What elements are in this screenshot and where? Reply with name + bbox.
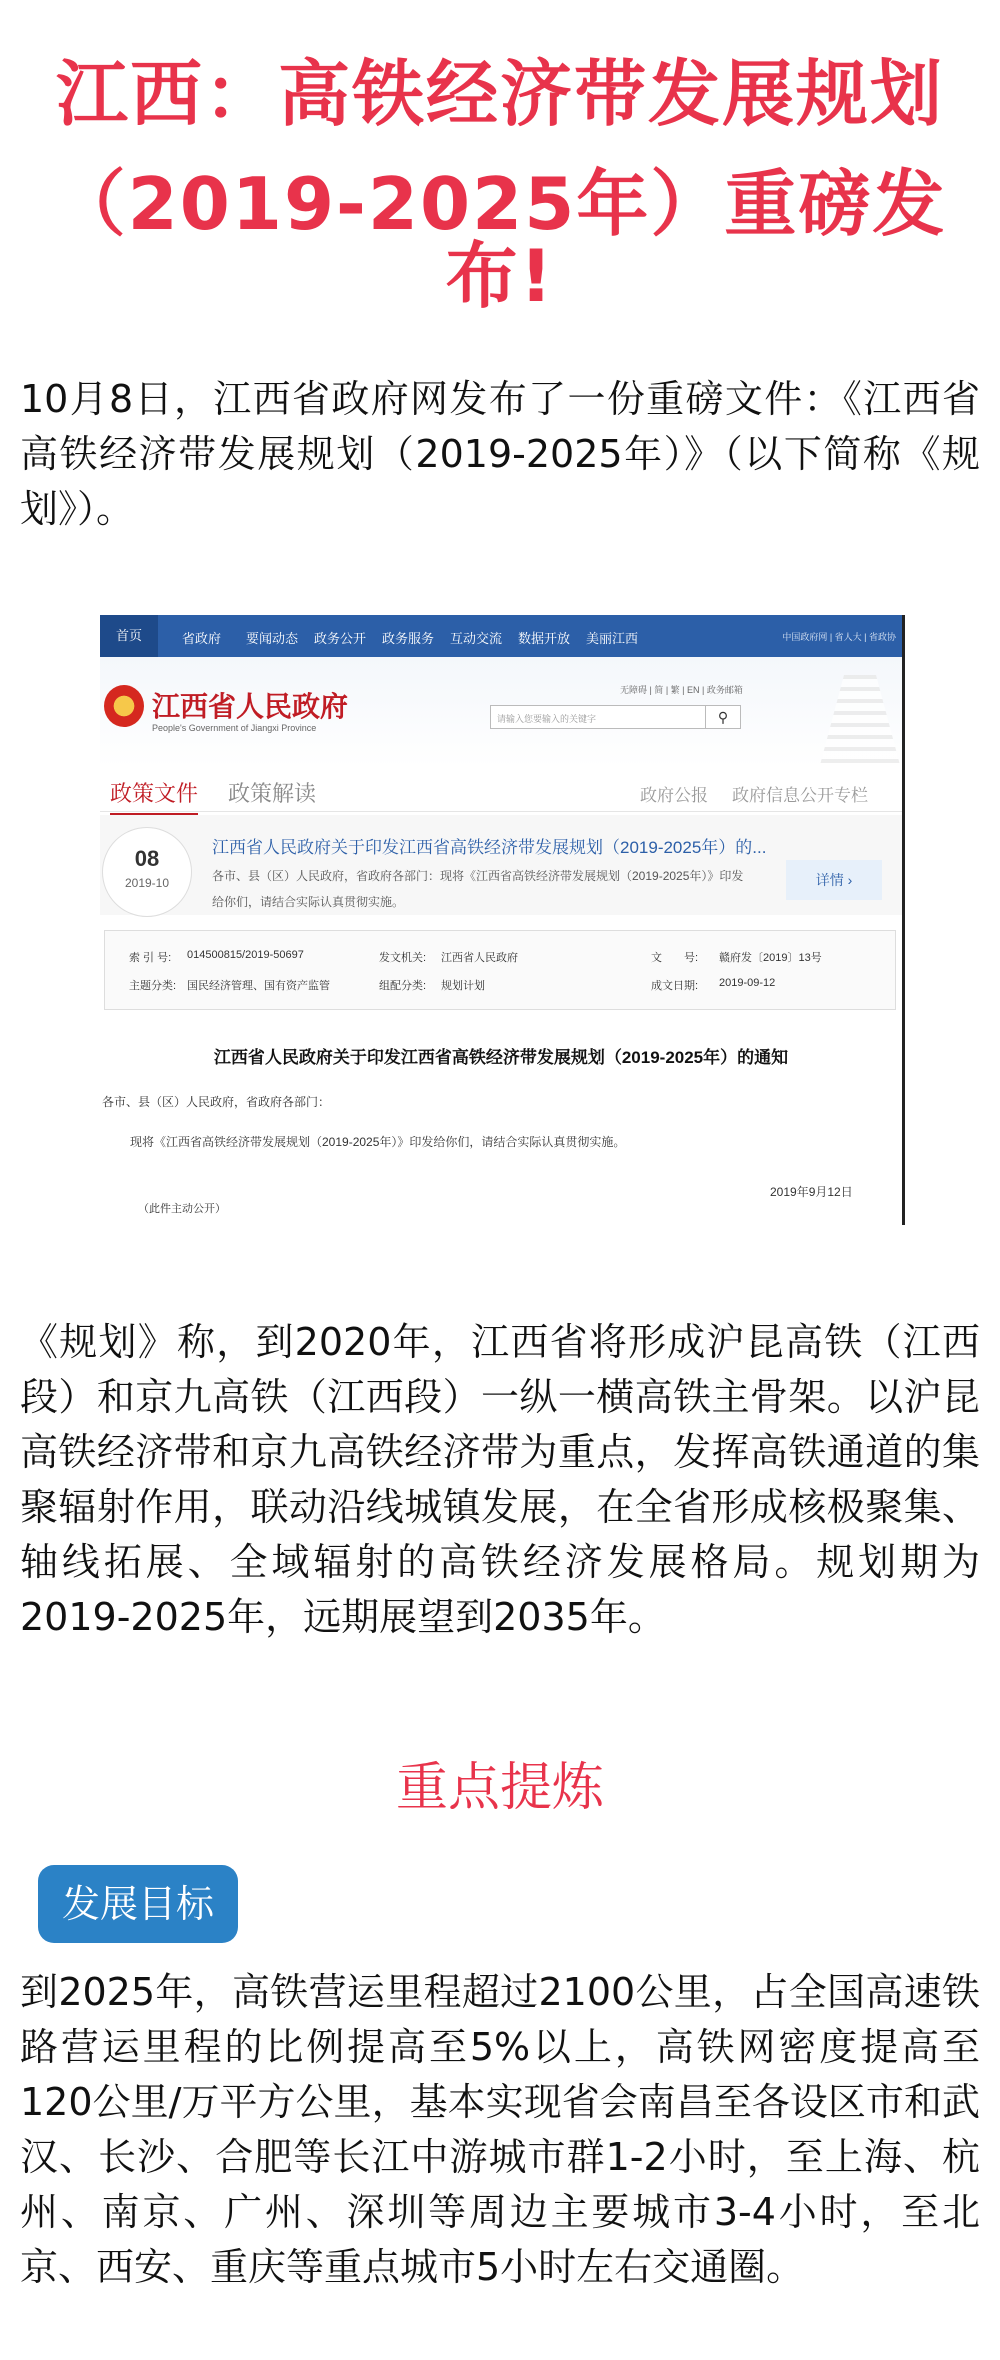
notice-day: 08 — [134, 846, 160, 871]
section-title: 重点提炼 — [395, 1758, 604, 1818]
policy-tab-bar — [100, 767, 902, 812]
doc-date: 2019年9月12日 — [770, 1185, 853, 1199]
gov-site-nav — [100, 615, 902, 657]
article-title-line1: 江西：高铁经济带发展规划 — [55, 52, 944, 136]
meta-index-label: 索 引 号: — [129, 952, 172, 964]
meta-docno-value: 赣府发〔2019〕13号 — [719, 952, 822, 964]
doc-heading: 江西省人民政府关于印发江西省高铁经济带发展规划（2019-2025年）的通知 — [213, 1048, 789, 1067]
nav-item-provincial-gov[interactable]: 省政府 — [182, 631, 222, 646]
detail-button[interactable] — [786, 860, 882, 900]
gov-site-name[interactable]: 江西省人民政府 — [152, 691, 349, 722]
meta-date-label: 成文日期: — [651, 980, 699, 992]
notice-title-link[interactable]: 江西省人民政府关于印发江西省高铁经济带发展规划（2019-2025年）的... — [212, 838, 767, 857]
intro-paragraph: 10月8日，江西省政府网发布了一份重磅文件：《江西省高铁经济带发展规划（2019-2025年）》（以下简称《规划》）。 — [20, 377, 980, 531]
meta-issuer-value: 江西省人民政府 — [441, 952, 518, 964]
nav-top-links[interactable]: 中国政府网 | 省人大 | 省政协 — [782, 632, 896, 642]
meta-date-value: 2019-09-12 — [719, 977, 776, 989]
tab-info-disclosure[interactable]: 政府信息公开专栏 — [732, 786, 868, 805]
gov-site-screenshot — [100, 615, 905, 1225]
nav-item-news[interactable]: 要闻动态 — [246, 631, 299, 646]
tab-policy-documents[interactable]: 政策文件 — [110, 777, 198, 808]
nav-item-beautiful-jiangxi[interactable]: 美丽江西 — [586, 631, 639, 646]
doc-text: 现将《江西省高铁经济带发展规划（2019-2025年）》印发给你们，请结合实际认真贯彻实施。 — [130, 1135, 626, 1149]
plan-paragraph: 《规划》称，到2020年，江西省将形成沪昆高铁（江西段）和京九高铁（江西段）一纵一横高铁主骨架。以沪昆高铁经济带和京九高铁经济带为重点，发挥高铁通道的集聚辐射作用，联动沿线城镇发展，在全省形成核极聚集、轴线拓展、全域辐射的高铁经济发展格局。规划期为2019-2025年，远期展望到2035年。 — [20, 1320, 980, 1639]
meta-index-value: 014500815/2019-50697 — [187, 949, 304, 961]
meta-subject-label: 主题分类: — [129, 980, 177, 992]
accessibility-links[interactable]: 无障碍 | 简 | 繁 | EN | 政务邮箱 — [620, 685, 743, 695]
national-emblem-icon — [104, 685, 144, 727]
goal-paragraph: 到2025年，高铁营运里程超过2100公里，占全国高速铁路营运里程的比例提高至5%以上，高铁网密度提高至120公里/万平方公里，基本实现省会南昌至各设区市和武汉、长沙、合肥等长江中游城市群1-2小时，至上海、杭州、南京、广州、深圳等周边主要城市3-4小时，至北京、西安、重庆等重点城市5小时左右交通圈。 — [20, 1970, 980, 2289]
meta-subject-value: 国民经济管理、国有资产监管 — [187, 980, 330, 992]
notice-summary: 各市、县（区）人民政府，省政府各部门：现将《江西省高铁经济带发展规划（2019-2025年）》印发给你们，请结合实际认真贯彻实施。 — [212, 869, 744, 909]
meta-issuer-label: 发文机关: — [379, 952, 427, 964]
meta-docno-label: 文 号: — [651, 952, 699, 964]
nav-item-services[interactable]: 政务服务 — [382, 631, 435, 646]
development-goal-badge: 发展目标 — [38, 1865, 238, 1943]
doc-address: 各市、县（区）人民政府，省政府各部门： — [102, 1095, 331, 1109]
detail-button-label: 详情 — [815, 872, 844, 888]
doc-public-note: （此件主动公开） — [138, 1203, 226, 1215]
search-icon[interactable]: ⚲ — [705, 705, 741, 729]
gov-site-name-en: People's Government of Jiangxi Province — [152, 723, 317, 733]
nav-item-open-data[interactable]: 数据开放 — [518, 631, 571, 646]
chevron-right-icon: › — [847, 872, 853, 888]
meta-category-value: 规划计划 — [441, 980, 485, 992]
nav-item-interaction[interactable]: 互动交流 — [450, 631, 503, 646]
doc-meta-box — [104, 930, 896, 1010]
nav-item-public-affairs[interactable]: 政务公开 — [314, 631, 367, 646]
gov-search-input[interactable]: 请输入您要输入的关键字 — [490, 705, 730, 729]
notice-year-month: 2019-10 — [124, 876, 170, 890]
tab-policy-interpretation[interactable]: 政策解读 — [228, 781, 317, 806]
tab-gov-gazette[interactable]: 政府公报 — [640, 786, 708, 805]
article-title-line2: （2019-2025年）重磅发布! — [53, 162, 947, 318]
notice-date-badge — [102, 827, 192, 917]
notice-list-item[interactable] — [100, 815, 902, 915]
meta-category-label: 组配分类: — [379, 980, 427, 992]
nav-item-home[interactable]: 首页 — [100, 615, 158, 657]
